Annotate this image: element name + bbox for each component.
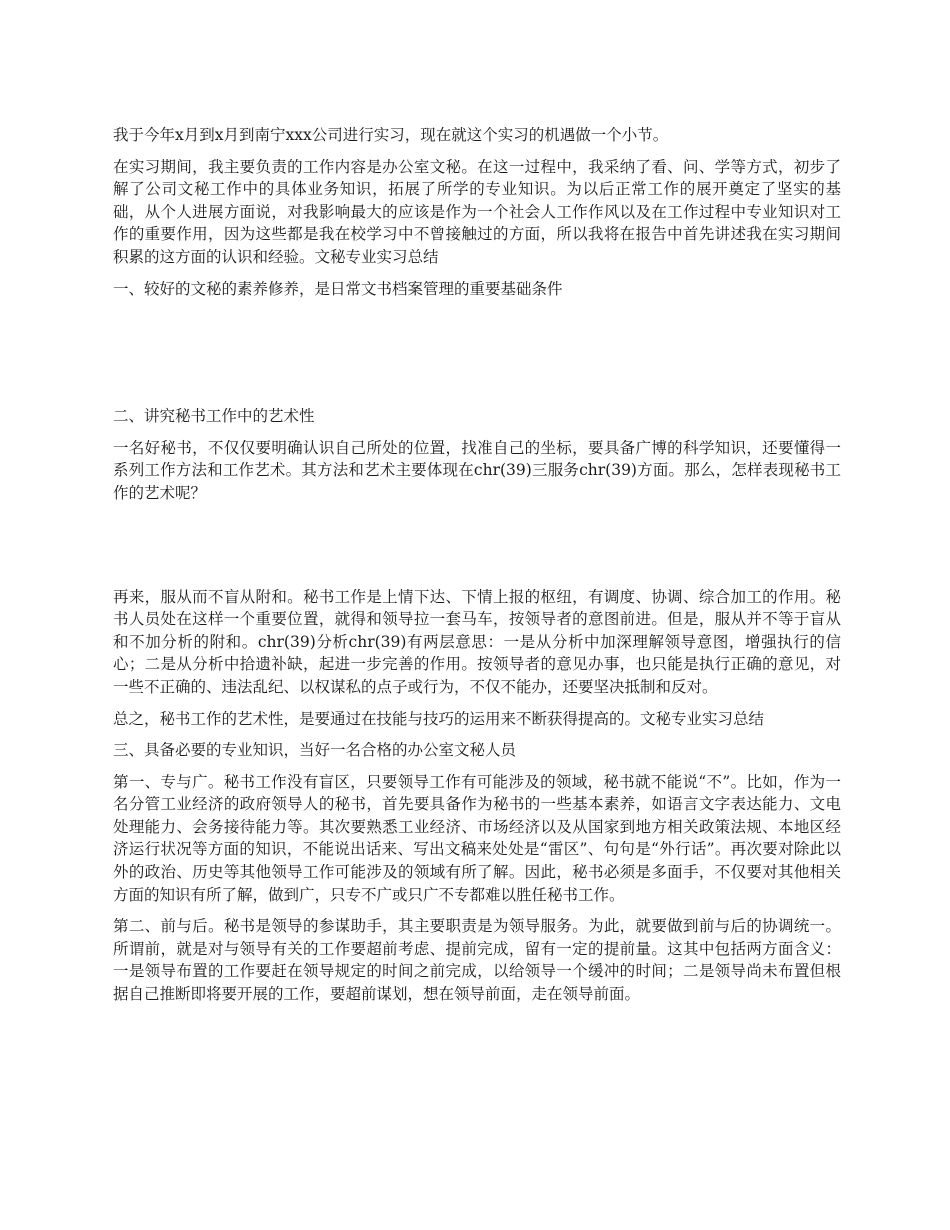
obey-paragraph: 再来，服从而不盲从附和。秘书工作是上情下达、下情上报的枢纽，有调度、协调、综合加工的作用。秘书人员处在这样一个重要位置，就得和领导拉一套马车，按领导者的意图前进。但是，服从并不等于盲从和不加分析的附和。chr(39)分析chr(39)有两层意思：一是从分析中加深理解领导意图，增强执行的信心；二是从分析中拾遗补缺，起进一步完善的作用。按领导者的意见办事，也只能是执行正确的意见，对一些不正确的、违法乱纪、以权谋私的点子或行为，不仅不能办，还要坚决抵制和反对。	[113, 587, 841, 696]
internship-paragraph: 在实习期间，我主要负责的工作内容是办公室文秘。在这一过程中，我采纳了看、问、学等方式，初步了解了公司文秘工作中的具体业务知识，拓展了所学的专业知识。为以后正常工作的展开奠定了坚实的基础，从个人进展方面说，对我影响最大的应该是作为一个社会人工作作风以及在工作过程中专业知识对工作的重要作用，因为这些都是我在校学习中不曾接触过的方面，所以我将在报告中首先讲述我在实习期间积累的这方面的认识和经验。文秘专业实习总结	[113, 157, 841, 266]
section-heading-1: 一、较好的文秘的素养修养，是日常文书档案管理的重要基础条件	[113, 279, 563, 298]
secretary-art-paragraph: 一名好秘书，不仅仅要明确认识自己所处的位置，找准自己的坐标，要具备广博的科学知识，还要懂得一系列工作方法和工作艺术。其方法和艺术主要体现在chr(39)三服务chr(39)方面。那么，怎样表现秘书工作的艺术呢？	[113, 438, 841, 502]
document-body	[113, 124, 841, 1015]
blank-space	[113, 309, 841, 405]
summary-paragraph: 总之，秘书工作的艺术性，是要通过在技能与技巧的运用来不断获得提高的。文秘专业实习总结	[113, 709, 765, 728]
section-heading-2: 二、讲究秘书工作中的艺术性	[113, 407, 315, 426]
blank-space	[113, 514, 841, 586]
intro-paragraph: 我于今年x月到x月到南宁xxx公司进行实习，现在就这个实习的机遇做一个小节。	[113, 126, 669, 144]
section-heading-3: 三、具备必要的专业知识，当好一名合格的办公室文秘人员	[113, 741, 517, 760]
second-point-paragraph: 第二、前与后。秘书是领导的参谋助手，其主要职责是为领导服务。为此，就要做到前与后的协调统一。所谓前，就是对与领导有关的工作要超前考虑、提前完成，留有一定的提前量。这其中包括两方面含义：一是领导布置的工作要赶在领导规定的时间之前完成，以给领导一个缓冲的时间；二是领导尚未布置但根据自己推断即将要开展的工作，要超前谋划，想在领导前面，走在领导前面。	[113, 917, 841, 1004]
first-point-paragraph: 第一、专与广。秘书工作没有盲区，只要领导工作有可能涉及的领域，秘书就不能说“不”。比如，作为一名分管工业经济的政府领导人的秘书，首先要具备作为秘书的一些基本素养，如语言文字表达能力、文电处理能力、会务接待能力等。其次要熟悉工业经济、市场经济以及从国家到地方相关政策法规、本地区经济运行状况等方面的知识，不能说出话来、写出文稿来处处是“雷区”、句句是“外行话”。再次要对除此以外的政治、历史等其他领导工作可能涉及的领域有所了解。因此，秘书必须是多面手，不仅要对其他相关方面的知识有所了解，做到广，只专不广或只广不专都难以胜任秘书工作。	[113, 772, 841, 904]
